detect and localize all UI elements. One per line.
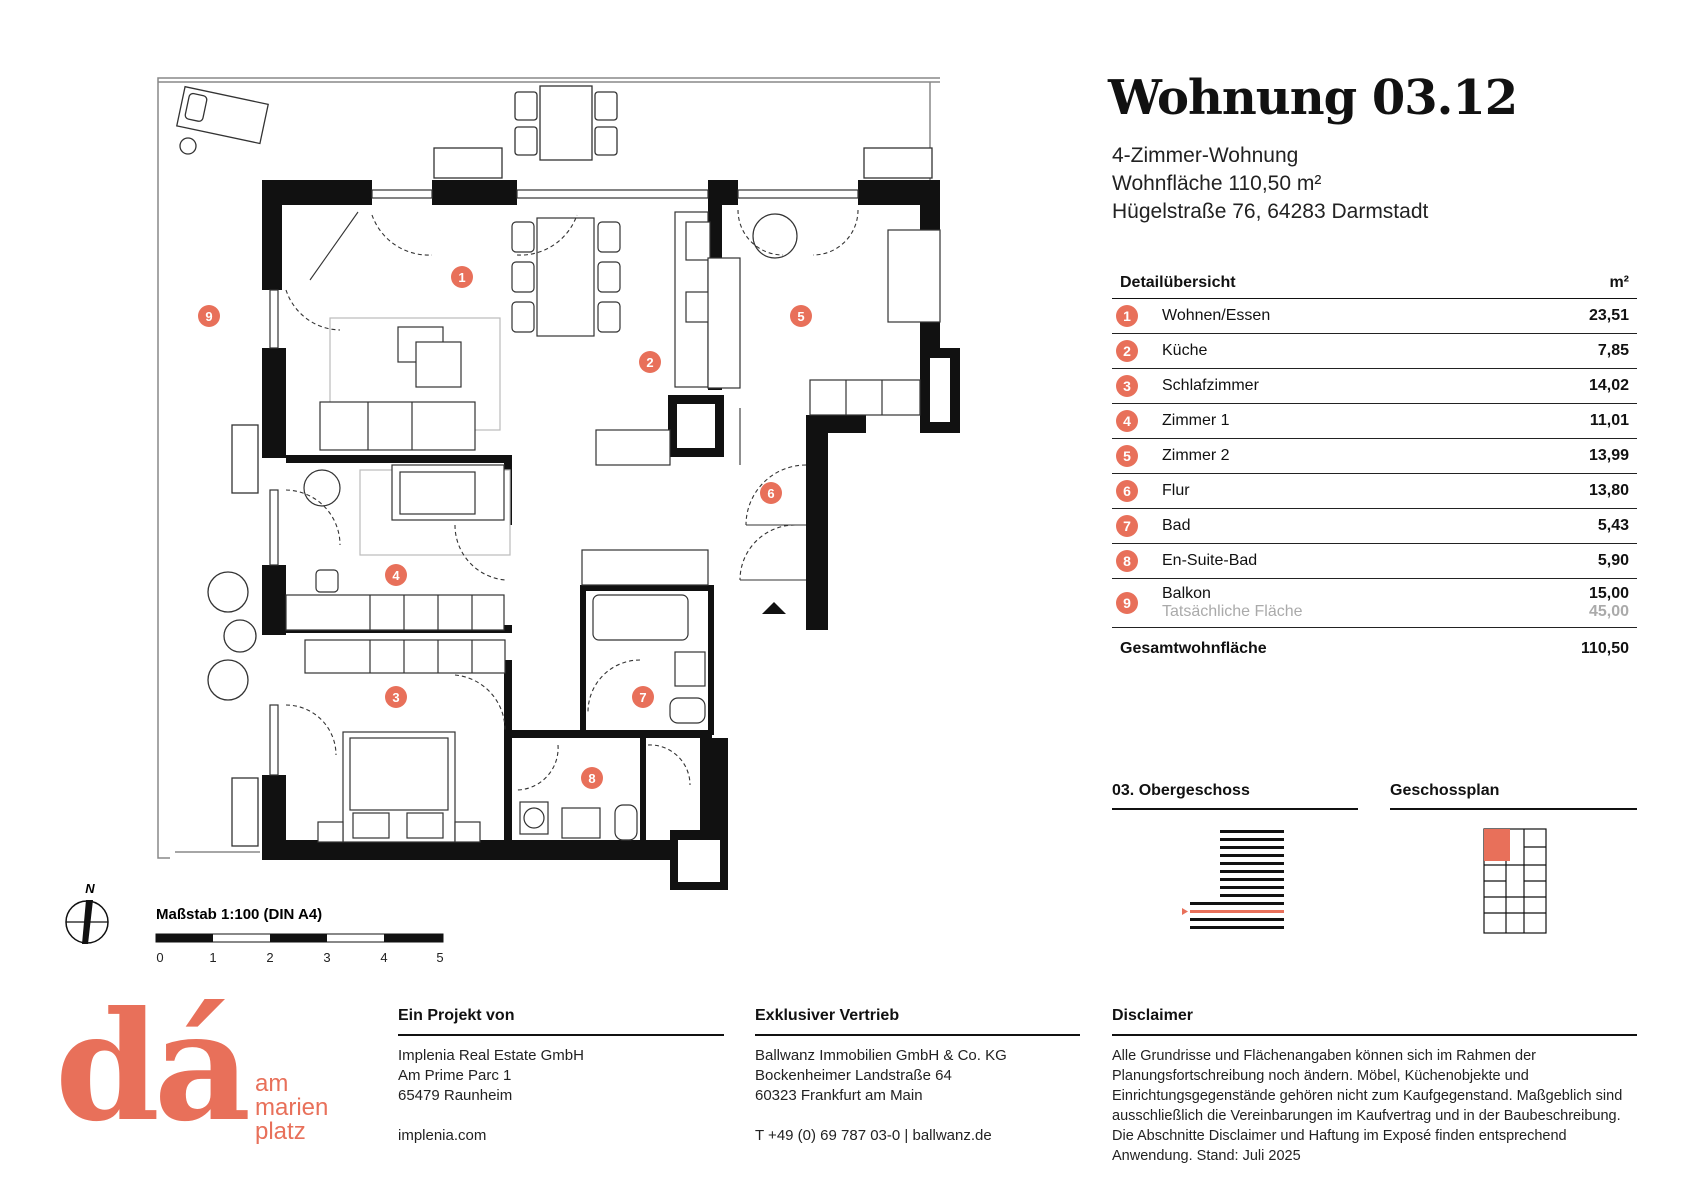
room-number-badge: 1 xyxy=(1116,305,1138,327)
divider xyxy=(1112,1034,1637,1036)
table-row: 5 Zimmer 2 13,99 xyxy=(1112,439,1637,474)
project-heading: Ein Projekt von xyxy=(398,1007,515,1024)
svg-text:1: 1 xyxy=(458,270,466,285)
sales-address: Ballwanz Immobilien GmbH & Co. KG Bockenheimer Landstraße 64 60323 Frankfurt am Main xyxy=(755,1047,1007,1104)
total-row: Gesamtwohnfläche 110,50 xyxy=(1120,639,1629,657)
divider xyxy=(755,1034,1080,1036)
svg-text:Maßstab 1:100 (DIN A4): Maßstab 1:100 (DIN A4) xyxy=(156,906,323,923)
room-badge-1 xyxy=(451,266,473,288)
svg-text:4: 4 xyxy=(392,568,400,583)
divider xyxy=(1390,808,1637,810)
svg-text:9: 9 xyxy=(205,309,213,324)
table-row: 4 Zimmer 1 11,01 xyxy=(1112,404,1637,439)
table-row-balcony: 9 Balkon Tatsächliche Fläche 15,00 45,00 xyxy=(1112,579,1637,628)
table-row: 2 Küche 7,85 xyxy=(1112,334,1637,369)
table-row: 6 Flur 13,80 xyxy=(1112,474,1637,509)
room-number-badge: 5 xyxy=(1116,445,1138,467)
svg-text:8: 8 xyxy=(588,771,596,786)
room-badge-9 xyxy=(198,305,220,327)
svg-text:6: 6 xyxy=(767,486,775,501)
room-badge-4 xyxy=(385,564,407,586)
room-badge-8 xyxy=(581,767,603,789)
apartment-type: 4-Zimmer-Wohnung xyxy=(1112,144,1299,167)
room-number-badge: 6 xyxy=(1116,480,1138,502)
logo-text: am marien platz xyxy=(255,1070,329,1145)
logo-mark: dá xyxy=(55,979,246,1155)
entrance-arrow xyxy=(762,602,786,614)
building-plan-icon xyxy=(1480,825,1550,937)
disclaimer-heading: Disclaimer xyxy=(1112,1007,1193,1024)
floor-stack-icon xyxy=(1180,828,1300,938)
svg-text:7: 7 xyxy=(639,690,647,705)
svg-text:0: 0 xyxy=(156,950,164,965)
project-website[interactable]: implenia.com xyxy=(398,1127,487,1144)
table-row: 7 Bad 5,43 xyxy=(1112,509,1637,544)
sales-heading: Exklusiver Vertrieb xyxy=(755,1007,900,1024)
divider xyxy=(1112,808,1358,810)
table-row: 1 Wohnen/Essen 23,51 xyxy=(1112,299,1637,334)
svg-text:5: 5 xyxy=(436,950,444,965)
detail-table xyxy=(1112,268,1637,665)
svg-text:N: N xyxy=(85,881,95,896)
svg-text:2: 2 xyxy=(266,950,274,965)
svg-text:5: 5 xyxy=(797,309,805,324)
room-number-badge: 8 xyxy=(1116,550,1138,572)
room-number-badge: 2 xyxy=(1116,340,1138,362)
scale-bar xyxy=(156,906,444,965)
disclaimer-text: Alle Grundrisse und Flächenangaben können sich im Rahmen der Planungsfortschreibung noch ändern. Möbel, Küchenobjekte und Einrichtungsgegenstände gehören nicht zum Kaufgegenstand. Maßgeblich sind ausschließlich die Vereinbarungen im Kaufvertrag und in der Baubeschreibung. Die Abschnitte Disclaimer und Haftung im Exposé finden entsprechend Anwendung. Stand: Juli 2025 xyxy=(1112,1048,1623,1164)
svg-text:3: 3 xyxy=(392,690,400,705)
plan-label: Geschossplan xyxy=(1390,782,1500,799)
sales-contact[interactable]: T +49 (0) 69 787 03-0 | ballwanz.de xyxy=(755,1127,992,1144)
project-address: Implenia Real Estate GmbH Am Prime Parc 1 65479 Raunheim xyxy=(398,1047,584,1104)
room-badge-2 xyxy=(639,351,661,373)
room-number-badge: 4 xyxy=(1116,410,1138,432)
room-badge-6 xyxy=(760,482,782,504)
living-area: Wohnfläche 110,50 m² xyxy=(1112,172,1322,195)
divider xyxy=(398,1034,724,1036)
room-number-badge: 9 xyxy=(1116,592,1138,614)
room-number-badge: 3 xyxy=(1116,375,1138,397)
room-number-badge: 7 xyxy=(1116,515,1138,537)
svg-text:2: 2 xyxy=(646,355,654,370)
table-row: 3 Schlafzimmer 14,02 xyxy=(1112,369,1637,404)
svg-text:1: 1 xyxy=(209,950,217,965)
floor-label: 03. Obergeschoss xyxy=(1112,782,1250,799)
page-title: Wohnung 03.12 xyxy=(1108,70,1518,126)
detail-header: Detailübersicht m² xyxy=(1112,268,1637,299)
table-row: 8 En-Suite-Bad 5,90 xyxy=(1112,544,1637,579)
north-arrow-icon xyxy=(66,881,108,944)
room-badge-7 xyxy=(632,686,654,708)
interior-furniture xyxy=(286,212,940,842)
svg-text:3: 3 xyxy=(323,950,331,965)
svg-text:4: 4 xyxy=(380,950,388,965)
room-badge-5 xyxy=(790,305,812,327)
address: Hügelstraße 76, 64283 Darmstadt xyxy=(1112,200,1429,223)
room-badge-3 xyxy=(385,686,407,708)
floor-plan xyxy=(0,0,980,990)
